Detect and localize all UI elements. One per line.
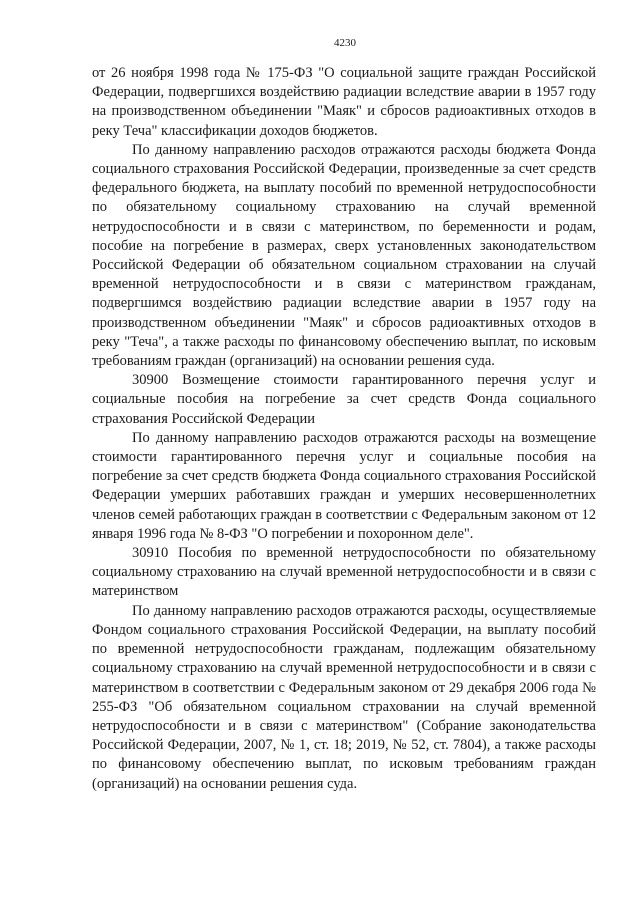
- paragraph-continuation: от 26 ноября 1998 года № 175-ФЗ "О социальной защите граждан Российской Федерации, подвергшихся воздействию радиации вследствие аварии в 1957 году на производственном объединении "Маяк" и сбросов радиоактивных отходов в реку Теча" классификации доходов бюджетов.: [92, 65, 596, 139]
- paragraph-heading-30900: 30900 Возмещение стоимости гарантированного перечня услуг и социальные пособия на погребение за счет средств Фонда социального страхования Российской Федерации: [92, 372, 596, 427]
- paragraph-expense-description-mayak: По данному направлению расходов отражаются расходы бюджета Фонда социального страхования Российской Федерации, произведенные за счет средств федерального бюджета, на выплату пособий по временной нетрудоспособности по обязательному социальному страхованию на случай временной нетрудоспособности и в связи с материнством, по беременности и родам, пособие на погребение в размерах, сверх установленных законодательством Российской Федерации об обязательном социальном страховании на случай временной нетрудоспособности и в связи с материнством гражданам, подвергшимся воздействию радиации вследствие аварии в 1957 году на производственном объединении "Маяк" и сбросов радиоактивных отходов в реку "Теча", а также расходы по финансовому обеспечению выплат, по исковым требованиям граждан (организаций) на основании решения суда.: [92, 141, 596, 370]
- document-page: [92, 36, 596, 794]
- paragraph-expense-description-sick-leave: По данному направлению расходов отражаются расходы, осуществляемые Фондом социального страхования Российской Федерации, на выплату пособий по временной нетрудоспособности гражданам, подлежащим обязательному социальному страхованию на случай временной нетрудоспособности и в связи с материнством в соответствии с Федеральным законом от 29 декабря 2006 года № 255-ФЗ "Об обязательном социальном страховании на случай временной нетрудоспособности и в связи с материнством" (Собрание законодательства Российской Федерации, 2007, № 1, ст. 18; 2019, № 52, ст. 7804), а также расходы по финансовому обеспечению выплат, по исковым требованиям граждан (организаций) на основании решения суда.: [92, 602, 596, 792]
- document-body: [92, 64, 596, 794]
- paragraph-heading-30910: 30910 Пособия по временной нетрудоспособности по обязательному социальному страхованию на случай временной нетрудоспособности и в связи с материнством: [92, 545, 596, 600]
- page-number: 4230: [334, 37, 356, 49]
- paragraph-expense-description-burial: По данному направлению расходов отражаются расходы на возмещение стоимости гарантированного перечня услуг и социальные пособия на погребение за счет средств бюджета Фонда социального страхования Российской Федерации умерших работавших граждан и умерших несовершеннолетних членов семей работающих граждан в соответствии с Федеральным законом от 12 января 1996 года № 8-ФЗ "О погребении и похоронном деле".: [92, 429, 596, 542]
